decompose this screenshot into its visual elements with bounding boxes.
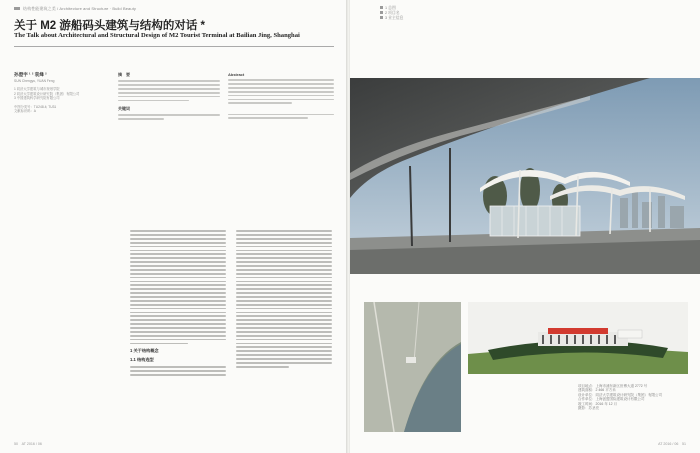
affiliation: 1 同济大学建筑与城市规划学院 bbox=[14, 87, 60, 92]
author-names-en: SUN Chengyu, YUAN Feng bbox=[14, 79, 55, 83]
author-block bbox=[14, 72, 106, 113]
legend-item: 1 总图 bbox=[385, 6, 396, 10]
keywords-zh-heading: 关键词 bbox=[118, 106, 130, 112]
body-column-2 bbox=[236, 228, 332, 370]
caption-line: 竣工时间：2016 年 12 月 bbox=[578, 401, 618, 406]
subsection-heading: 1.1 结构选型 bbox=[130, 357, 154, 363]
abstract-en bbox=[228, 72, 334, 121]
abstract-zh-heading: 摘 要 bbox=[118, 72, 130, 77]
caption-line: 建筑面积：2 466 平方米 bbox=[578, 388, 616, 393]
title-divider bbox=[14, 46, 334, 47]
abstract-en-heading: Abstract bbox=[228, 72, 245, 77]
terminal-aerial-render bbox=[468, 302, 688, 374]
affiliation: 3 中国建筑科学研究院有限公司 bbox=[14, 96, 60, 101]
document-code: 文献标识码：A bbox=[14, 109, 36, 114]
legend-item: 3 业主信息 bbox=[385, 16, 404, 20]
article-title-en: The Talk about Architectural and Structural Design of M2 Tourist Terminal at Bailian Jing, Shanghai bbox=[14, 32, 300, 39]
page-footer-left: 50 AT 2016 / 06 bbox=[14, 442, 42, 446]
left-page bbox=[0, 0, 346, 453]
article-title-zh: 关于 M2 游船码头建筑与结构的对话 * bbox=[14, 20, 206, 32]
abstract-zh bbox=[118, 72, 220, 122]
page-footer-right: AT 2016 / 06 51 bbox=[658, 442, 686, 446]
figure-caption bbox=[578, 384, 688, 410]
running-header: 结构性能建筑之美 / Architecture and Structure · Build Beauty bbox=[14, 6, 136, 12]
header-marker-icon bbox=[14, 7, 20, 10]
caption-line: 项目地点：上海市浦东新区世博大道 2772 号 bbox=[578, 384, 648, 388]
terminal-canopy-photo bbox=[350, 78, 700, 274]
affiliation: 2 同济大学建筑设计研究院（集团）有限公司 bbox=[14, 91, 80, 96]
caption-line: 摄影：苏圣亮 bbox=[578, 406, 599, 411]
body-column-1 bbox=[130, 228, 226, 378]
author-names: 孙澄宇 ¹ ² 袁烽 ² bbox=[14, 72, 47, 77]
caption-line: 设计单位：同济大学建筑设计研究院（集团）有限公司 bbox=[578, 392, 662, 397]
section-heading: 1 关于结构概念 bbox=[130, 348, 159, 354]
classification-code: 中图分类号：TU248.4; TU31 bbox=[14, 104, 57, 109]
figure-legend bbox=[380, 6, 403, 21]
site-aerial-photo bbox=[364, 302, 461, 432]
caption-line: 合作单位：上海创盟国际建筑设计有限公司 bbox=[578, 397, 645, 402]
legend-item: 2 项目名 bbox=[385, 11, 400, 15]
